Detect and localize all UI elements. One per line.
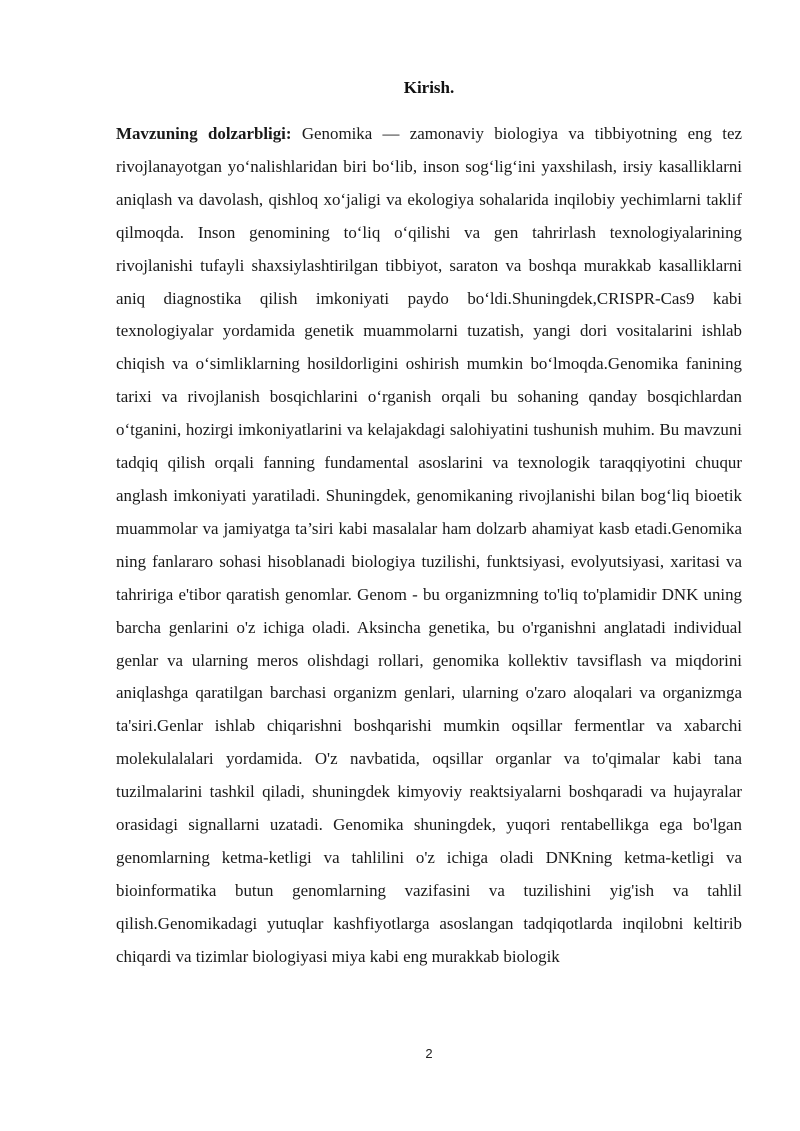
paragraph-text: Genomika — zamonaviy biologiya va tibbiyotning eng tez rivojlanayotgan yo‘nalishlaridan biri bo‘lib, inson sog‘lig‘ini yaxshilash, irsiy kasalliklarni aniqlash va davolash, qishloq xo‘jaligi va ekologiya sohalarida inqilobiy yechimlarni taklif qilmoqda. Inson genomining to‘liq o‘qilishi va gen tahrirlash texnologiyalarining rivojlanishi tufayli shaxsiylashtirilgan tibbiyot, saraton va boshqa murakkab kasalliklarni aniq diagnostika qilish imkoniyati paydo bo‘ldi.Shuningdek,CRISPR-Cas9 kabi texnologiyalar yordamida genetik muammolarni tuzatish, yangi dori vositalarini ishlab chiqish va o‘simliklarning hosildorligini oshirish mumkin bo‘lmoqda.Genomika fanining tarixi va rivojlanish bosqichlarini o‘rganish orqali bu sohaning qanday bosqichlardan o‘tganini, hozirgi imkoniyatlarini va kelajakdagi salohiyatini tushunish muhim. Bu mavzuni tadqiq qilish orqali fanning fundamental asoslarini va texnologik taraqqiyotini chuqur anglash imkoniyati yaratiladi. Shuningdek, genomikaning rivojlanishi bilan bog‘liq bioetik muammolar va jamiyatga ta’siri kabi masalalar ham dolzarb ahamiyat kasb etadi.Genomika ning fanlararo sohasi hisoblanadi biologiya tuzilishi, funktsiyasi, evolyutsiyasi, xaritasi va tahririga e'tibor qaratish genomlar. Genom - bu organizmning to'liq to'plamidir DNK uning barcha genlarini o'z ichiga oladi. Aksincha genetika, bu o'rganishni anglatadi individual genlar va ularning meros olishdagi rollari, genomika kollektiv tavsiflash va miqdorini aniqlashga qaratilgan barchasi organizm genlari, ularning o'zaro aloqalari va organizmga ta'siri.Genlar ishlab chiqarishni boshqarishi mumkin oqsillar fermentlar va xabarchi molekulalalari yordamida. O'z navbatida, oqsillar organlar va to'qimalar kabi tana tuzilmalarini tashkil qiladi, shuningdek kimyoviy reaktsiyalarni boshqaradi va hujayralar orasidagi signallarni uzatadi. Genomika shuningdek, yuqori rentabellikga ega bo'lgan genomlarning ketma-ketligi va tahlilini o'z ichiga oladi DNKning ketma-ketligi va bioinformatika butun genomlarning vazifasini va tuzilishini yig'ish va tahlil qilish.Genomikadagi yutuqlar kashfiyotlarga asoslangan tadqiqotlarda inqilobni keltirib chiqardi va tizimlar biologiyasi miya kabi eng murakkab biologik xyxy=(116,124,742,966)
section-title: Kirish. xyxy=(403,78,455,97)
body-paragraph xyxy=(116,118,742,974)
paragraph-lead: Mavzuning dolzarbligi: xyxy=(116,124,292,143)
page-number: 2 xyxy=(425,1046,433,1061)
